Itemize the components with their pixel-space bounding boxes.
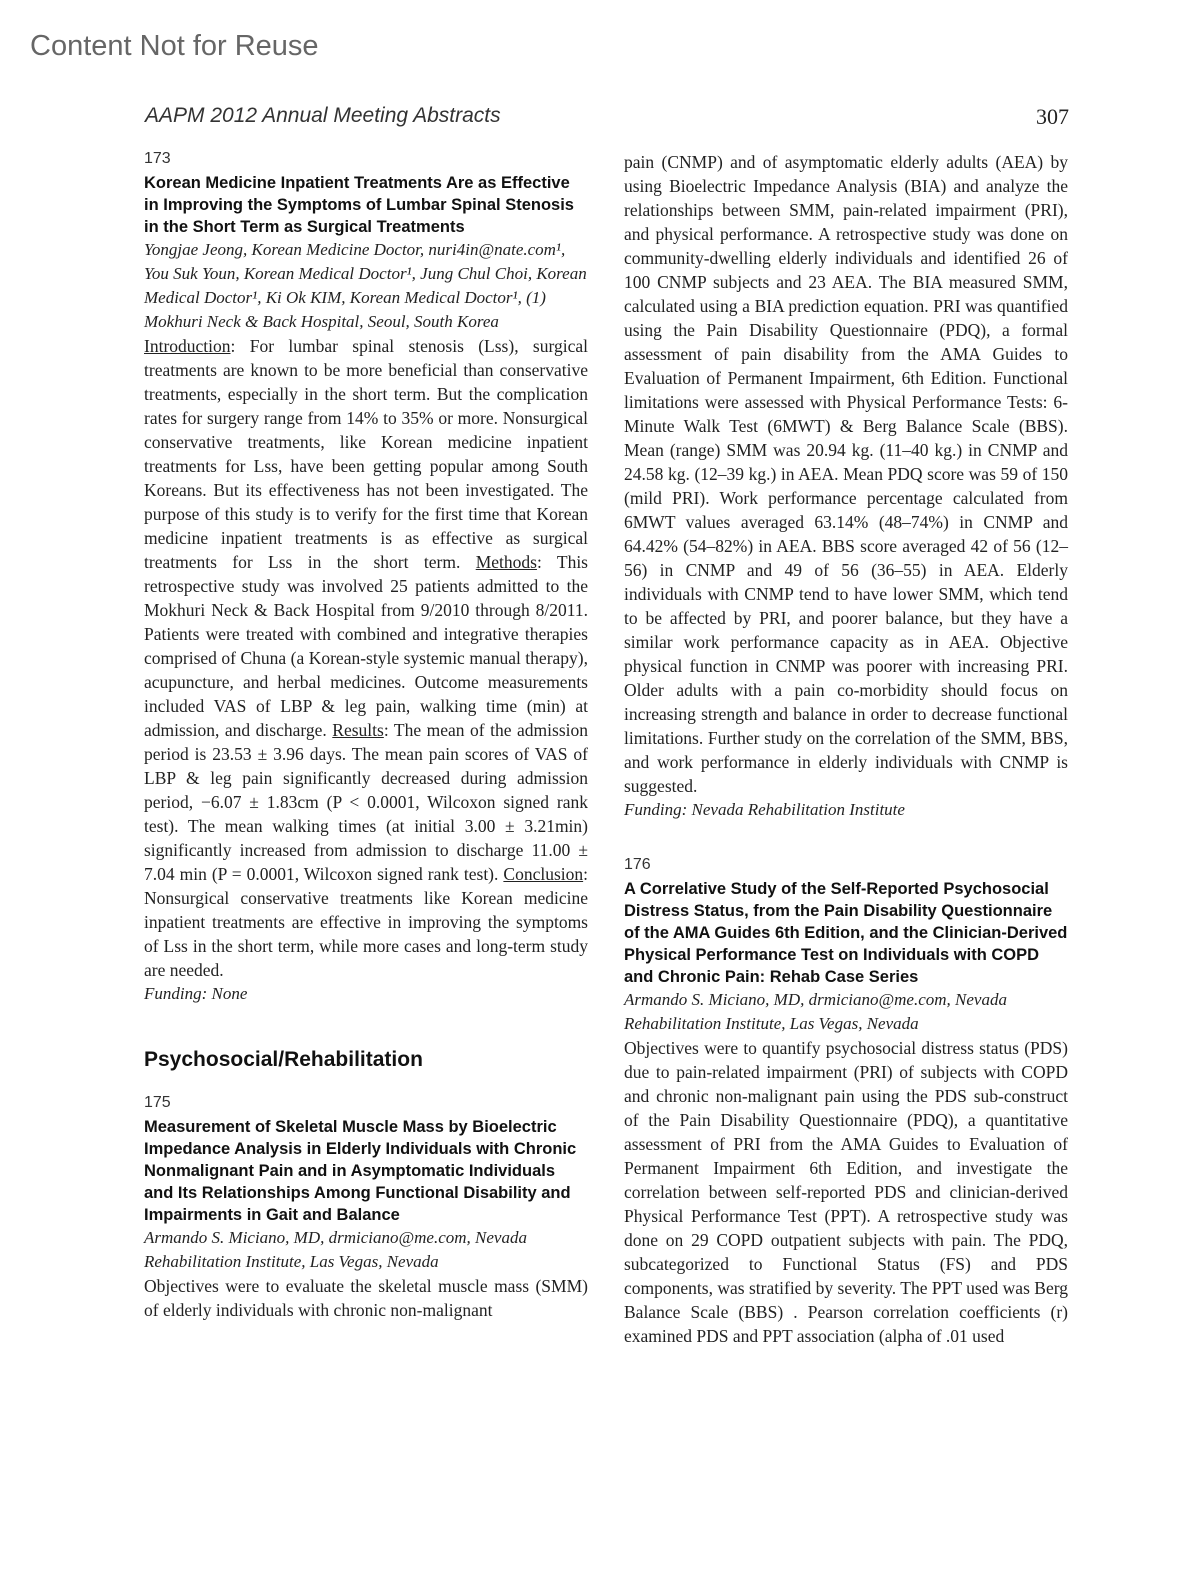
abstract-funding: Funding: Nevada Rehabilitation Institute <box>624 800 905 819</box>
abstract-authors: Armando S. Miciano, MD, drmiciano@me.com, Nevada Rehabilitation Institute, Las Vegas, Nevada <box>624 990 1007 1033</box>
conclusion-text: : Nonsurgical conservative treatments like Korean medicine inpatient treatments are effective in improving the symptoms of Lss in the short term, while more cases and long-term study are needed. <box>144 864 588 980</box>
abstract-body-continued: pain (CNMP) and of asymptomatic elderly adults (AEA) by using Bioelectric Impedance Analysis (BIA) and analyze the relationships between SMM, pain-related impairment (PRI), and physical performance. A retrospective study was done on community-dwelling elderly individuals and identified 26 of 100 CNMP subjects and 23 AEA. The BIA measured SMM, calculated using a BIA prediction equation. PRI was quantified using the Pain Disability Questionnaire (PDQ), a formal assessment of pain disability from the AMA Guides to Evaluation of Permanent Impairment, 6th Edition. Functional limitations were assessed with Physical Performance Tests: 6-Minute Walk Test (6MWT) & Berg Balance Scale (BBS). Mean (range) SMM was 20.94 kg. (11–40 kg.) in CNMP and 24.58 kg. (12–39 kg.) in AEA. Mean PDQ score was 59 of 150 (mild PRI). Work performance percentage calculated from 6MWT values averaged 63.14% (48–74%) in CNMP and 64.42% (54–82%) in AEA. BBS score averaged 42 of 56 (12–56) in CNMP and 49 of 56 (36–55) in AEA. Elderly individuals with CNMP tend to have lower SMM, which tend to be affected by PRI, and poorer balance, but they have a similar work performance capacity as in AEA. Objective physical function in CNMP was poorer with increasing PRI. Older adults with a pain co-morbidity should focus on increasing strength and balance in order to decrease functional limitations. Further study on the correlation of the SMM, BBS, and work performance in elderly individuals with CNMP is suggested. <box>624 152 1068 796</box>
methods-text: : This retrospective study was involved 25 patients admitted to the Mokhuri Neck & Back Hospital from 9/2010 through 8/2011. Patients were treated with combined and integrative therapies comprised of Chuna (a Korean-style systemic manual therapy), acupuncture, and herbal medicines. Outcome measurements included VAS of LBP & leg pain, walking time (min) at admission, and discharge. <box>144 552 588 740</box>
running-head: AAPM 2012 Annual Meeting Abstracts <box>145 104 501 127</box>
left-column <box>144 150 588 1322</box>
abstract-body: Objectives were to evaluate the skeletal muscle mass (SMM) of elderly individuals with chronic non-malignant <box>144 1276 588 1320</box>
abstract-175 <box>144 1094 588 1322</box>
abstract-173 <box>144 150 588 1006</box>
abstract-body: Objectives were to quantify psychosocial distress status (PDS) due to pain-related impairment (PRI) of subjects with COPD and chronic non-malignant pain using the PDS sub-construct of the Pain Disability Questionnaire (PDQ), a quantitative assessment of PRI from the AMA Guides to Evaluation of Permanent Impairment 6th Edition, and investigate the correlation between self-reported PDS and clinician-derived Physical Performance Test (PPT). A retrospective study was done on 29 COPD outpatient subjects with pain. The PDQ, subcategorized to Functional Status (FS) and PDS components, was stratified by severity. The PPT used was Berg Balance Scale (BBS) . Pearson correlation coefficients (r) examined PDS and PPT association (alpha of .01 used <box>624 1038 1068 1346</box>
abstract-176 <box>624 856 1068 1348</box>
abstract-body <box>144 334 588 982</box>
conclusion-label: Conclusion <box>503 864 584 884</box>
watermark: Content Not for Reuse <box>30 30 319 62</box>
abstract-title: Korean Medicine Inpatient Treatments Are as Effective in Improving the Symptoms of Lumbar Spinal Stenosis in the Short Term as Surgical Treatments <box>144 174 574 236</box>
right-column <box>624 150 1068 1348</box>
section-heading: Psychosocial/Rehabilitation <box>144 1048 423 1071</box>
methods-label: Methods <box>475 552 537 572</box>
abstract-title: Measurement of Skeletal Muscle Mass by Bioelectric Impedance Analysis in Elderly Individuals with Chronic Nonmalignant Pain and in Asymptomatic Individuals and Its Relationships Among Functional Disability and Impairments in Gait and Balance <box>144 1118 577 1224</box>
results-text: : The mean of the admission period is 23.53 ± 3.96 days. The mean pain scores of VAS of LBP & leg pain significantly decreased during admission period, −6.07 ± 1.83cm (P < 0.0001, Wilcoxon signed rank test). The mean walking times (at initial 3.00 ± 3.21min) significantly increased from admission to discharge 11.00 ± 7.04 min (P = 0.0001, Wilcoxon signed rank test). <box>144 720 588 884</box>
intro-text: : For lumbar spinal stenosis (Lss), surgical treatments are known to be more beneficial than conservative treatments, especially in the short term. But the complication rates for surgery range from 14% to 35% or more. Nonsurgical conservative treatments, like Korean medicine inpatient treatments for Lss, have been getting popular among South Koreans. But its effectiveness has not been investigated. The purpose of this study is to verify for the first time that Korean medicine inpatient treatments is as effective as surgical treatments for Lss in the short term. <box>144 336 588 572</box>
abstract-number: 173 <box>144 150 171 167</box>
results-label: Results <box>332 720 384 740</box>
abstract-authors: Yongjae Jeong, Korean Medicine Doctor, nuri4in@nate.com¹, You Suk Youn, Korean Medical Doctor¹, Jung Chul Choi, Korean Medical Doctor¹, Ki Ok KIM, Korean Medical Doctor¹, (1) Mokhuri Neck & Back Hospital, Seoul, South Korea <box>144 240 587 331</box>
abstract-number: 175 <box>144 1094 171 1111</box>
abstract-number: 176 <box>624 856 651 873</box>
abstract-title: A Correlative Study of the Self-Reported Psychosocial Distress Status, from the Pain Disability Questionnaire of the AMA Guides 6th Edition, and the Clinician-Derived Physical Performance Test on Individuals with COPD and Chronic Pain: Rehab Case Series <box>624 880 1068 986</box>
page-number: 307 <box>1036 104 1069 129</box>
abstract-funding: Funding: None <box>144 984 248 1003</box>
intro-label: Introduction <box>144 336 231 356</box>
abstract-authors: Armando S. Miciano, MD, drmiciano@me.com, Nevada Rehabilitation Institute, Las Vegas, Nevada <box>144 1228 527 1271</box>
